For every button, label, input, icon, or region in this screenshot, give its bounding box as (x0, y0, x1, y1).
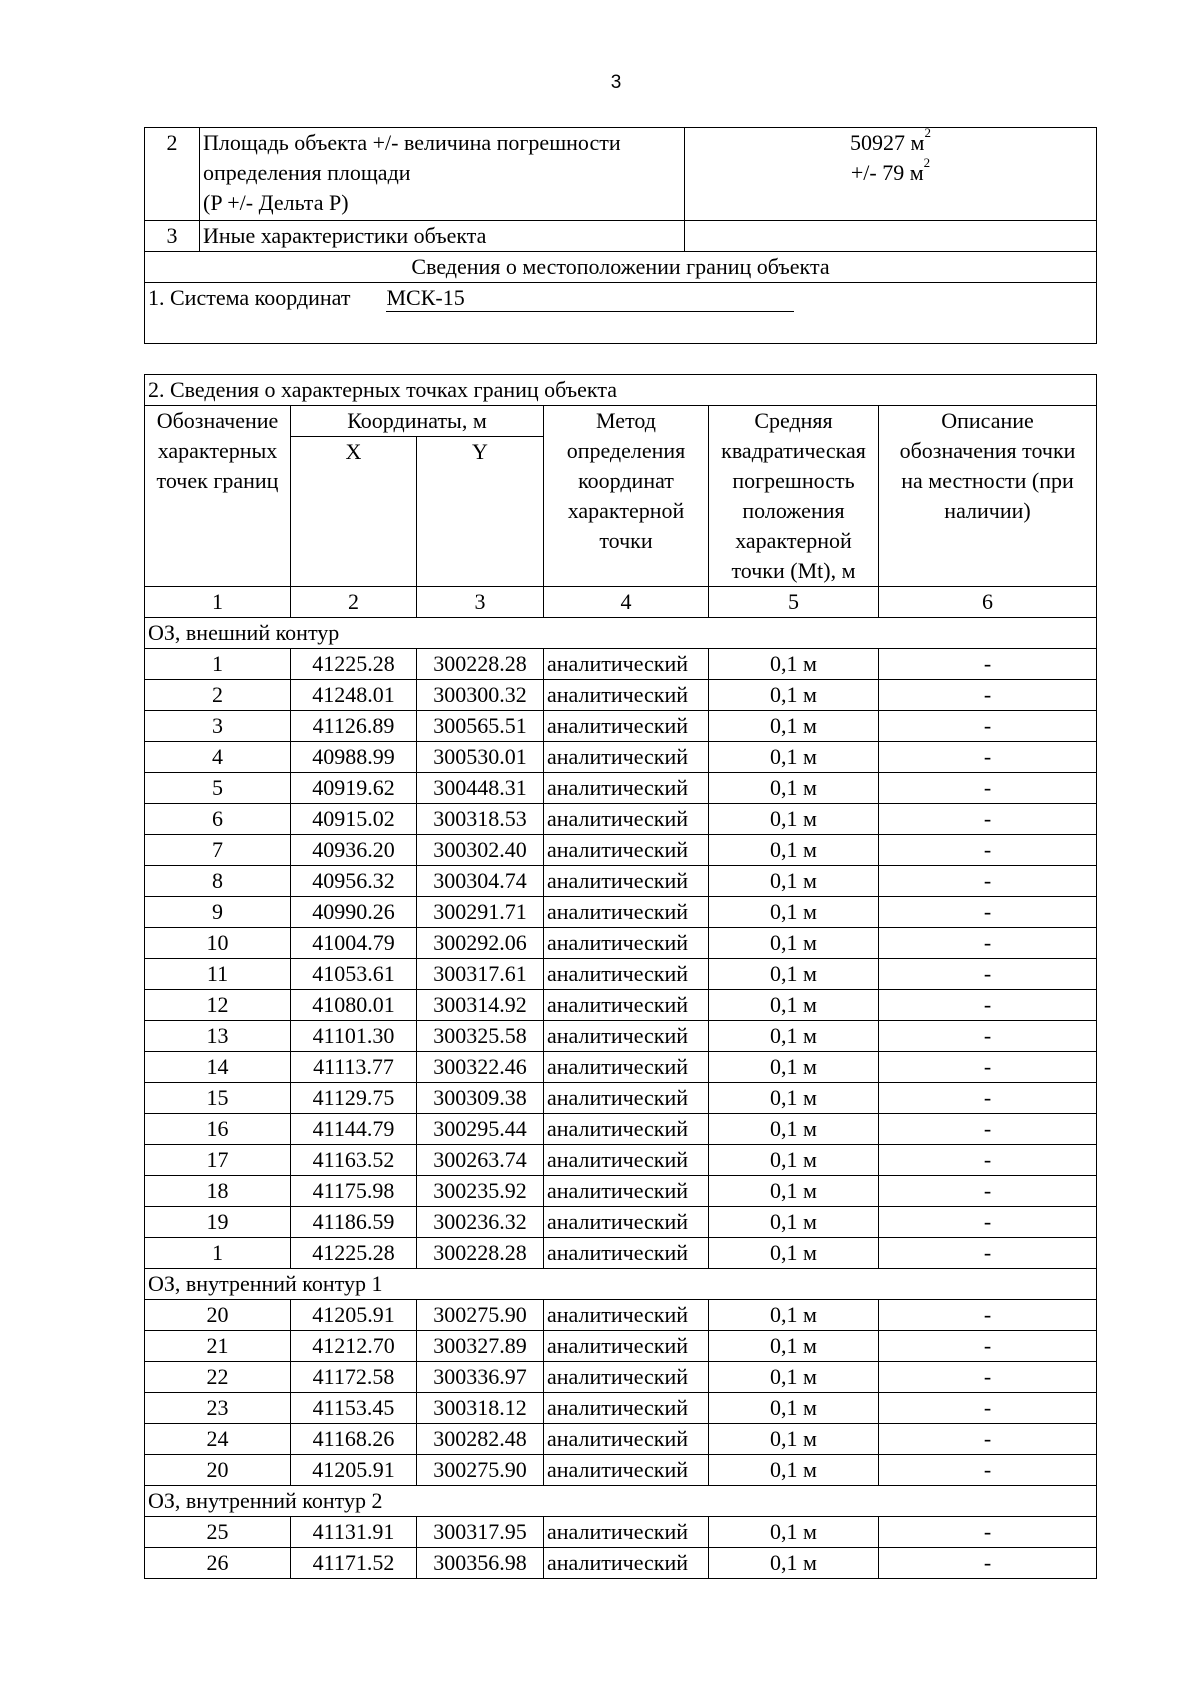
coordinate-system-label: 1. Система координат (148, 285, 351, 310)
point-description: - (879, 1548, 1097, 1579)
point-x: 41129.75 (291, 1083, 417, 1114)
point-row (145, 1362, 1097, 1393)
point-description: - (879, 1393, 1097, 1424)
point-row (145, 1238, 1097, 1269)
contour-title-row (145, 1486, 1097, 1517)
characteristic-name-line: Площадь объекта +/- величина погрешности (203, 130, 621, 155)
point-row (145, 928, 1097, 959)
description-header: Описание обозначения точки на местности (при наличии) (879, 406, 1097, 587)
point-x: 41171.52 (291, 1548, 417, 1579)
point-row (145, 1548, 1097, 1579)
method-header: Метод определения координат характерной точки (544, 406, 709, 587)
contour-title: ОЗ, внутренний контур 1 (145, 1269, 1097, 1300)
point-error: 0,1 м (709, 1083, 879, 1114)
point-error: 0,1 м (709, 835, 879, 866)
point-y: 300530.01 (417, 742, 544, 773)
x-header: X (291, 437, 417, 587)
point-designation: 22 (145, 1362, 291, 1393)
point-error: 0,1 м (709, 680, 879, 711)
point-method: аналитический (544, 1393, 709, 1424)
area-error: +/- 79 $м^2$ (850, 155, 931, 185)
point-x: 41004.79 (291, 928, 417, 959)
point-x: 41248.01 (291, 680, 417, 711)
point-error: 0,1 м (709, 990, 879, 1021)
point-row (145, 742, 1097, 773)
point-description: - (879, 1207, 1097, 1238)
point-row (145, 1021, 1097, 1052)
point-description: - (879, 1300, 1097, 1331)
point-designation: 20 (145, 1300, 291, 1331)
point-y: 300309.38 (417, 1083, 544, 1114)
point-method: аналитический (544, 959, 709, 990)
point-designation: 4 (145, 742, 291, 773)
area-characteristic-name (200, 128, 685, 221)
object-characteristics-table (144, 127, 1097, 344)
point-error: 0,1 м (709, 1238, 879, 1269)
point-description: - (879, 742, 1097, 773)
other-characteristics-row (145, 221, 1097, 252)
characteristic-name: Иные характеристики объекта (200, 221, 685, 252)
point-method: аналитический (544, 1176, 709, 1207)
point-method: аналитический (544, 680, 709, 711)
point-description: - (879, 1424, 1097, 1455)
point-x: 41101.30 (291, 1021, 417, 1052)
point-designation: 7 (145, 835, 291, 866)
point-designation: 24 (145, 1424, 291, 1455)
point-row (145, 1083, 1097, 1114)
point-description: - (879, 1362, 1097, 1393)
point-description: - (879, 1114, 1097, 1145)
point-row (145, 1176, 1097, 1207)
characteristic-name-line: (P +/- Дельта P) (203, 190, 349, 215)
point-y: 300317.95 (417, 1517, 544, 1548)
point-row (145, 835, 1097, 866)
point-error: 0,1 м (709, 1331, 879, 1362)
point-method: аналитический (544, 866, 709, 897)
point-x: 41113.77 (291, 1052, 417, 1083)
point-x: 40919.62 (291, 773, 417, 804)
point-designation: 20 (145, 1455, 291, 1486)
point-designation: 25 (145, 1517, 291, 1548)
point-method: аналитический (544, 1331, 709, 1362)
point-y: 300325.58 (417, 1021, 544, 1052)
point-error: 0,1 м (709, 866, 879, 897)
column-number: 1 (145, 587, 291, 618)
point-row (145, 1114, 1097, 1145)
area-row (145, 128, 1097, 221)
point-description: - (879, 804, 1097, 835)
point-method: аналитический (544, 1455, 709, 1486)
coordinate-system-value: МСК-15 (386, 284, 794, 312)
point-y: 300291.71 (417, 897, 544, 928)
point-method: аналитический (544, 1207, 709, 1238)
point-method: аналитический (544, 742, 709, 773)
point-x: 41175.98 (291, 1176, 417, 1207)
point-method: аналитический (544, 773, 709, 804)
point-row (145, 680, 1097, 711)
point-method: аналитический (544, 1114, 709, 1145)
point-y: 300318.53 (417, 804, 544, 835)
point-method: аналитический (544, 804, 709, 835)
point-error: 0,1 м (709, 928, 879, 959)
coordinate-system-row (145, 283, 1097, 344)
point-designation: 5 (145, 773, 291, 804)
point-description: - (879, 1052, 1097, 1083)
point-x: 40988.99 (291, 742, 417, 773)
section-title-row (145, 252, 1097, 283)
point-x: 41163.52 (291, 1145, 417, 1176)
point-description: - (879, 1238, 1097, 1269)
page-number: 3 (610, 72, 622, 93)
points-section-title: 2. Сведения о характерных точках границ объекта (145, 375, 1097, 406)
point-y: 300302.40 (417, 835, 544, 866)
point-designation: 21 (145, 1331, 291, 1362)
point-designation: 26 (145, 1548, 291, 1579)
header-row-1 (145, 406, 1097, 437)
point-x: 41144.79 (291, 1114, 417, 1145)
boundary-points-table (144, 374, 1097, 1579)
area-value: 50927 $м^2$ (685, 128, 1096, 158)
point-row (145, 1517, 1097, 1548)
point-designation: 17 (145, 1145, 291, 1176)
point-method: аналитический (544, 897, 709, 928)
point-y: 300336.97 (417, 1362, 544, 1393)
point-method: аналитический (544, 649, 709, 680)
point-y: 300292.06 (417, 928, 544, 959)
point-y: 300275.90 (417, 1300, 544, 1331)
point-description: - (879, 1517, 1097, 1548)
point-method: аналитический (544, 1083, 709, 1114)
point-row (145, 649, 1097, 680)
point-x: 41186.59 (291, 1207, 417, 1238)
location-section-title: Сведения о местоположении границ объекта (145, 252, 1097, 283)
point-method: аналитический (544, 1238, 709, 1269)
point-x: 41080.01 (291, 990, 417, 1021)
point-description: - (879, 928, 1097, 959)
point-method: аналитический (544, 1362, 709, 1393)
point-method: аналитический (544, 1424, 709, 1455)
point-error: 0,1 м (709, 1176, 879, 1207)
point-method: аналитический (544, 928, 709, 959)
unit-superscript: 2 (924, 127, 931, 140)
point-row (145, 897, 1097, 928)
point-method: аналитический (544, 1548, 709, 1579)
point-error: 0,1 м (709, 1455, 879, 1486)
point-description: - (879, 773, 1097, 804)
point-y: 300228.28 (417, 649, 544, 680)
point-x: 41205.91 (291, 1300, 417, 1331)
point-designation: 13 (145, 1021, 291, 1052)
point-y: 300263.74 (417, 1145, 544, 1176)
point-x: 41205.91 (291, 1455, 417, 1486)
contour-title-row (145, 1269, 1097, 1300)
column-number: 2 (291, 587, 417, 618)
point-method: аналитический (544, 1021, 709, 1052)
point-description: - (879, 990, 1097, 1021)
point-y: 300318.12 (417, 1393, 544, 1424)
points-body (145, 618, 1097, 1579)
point-row (145, 1052, 1097, 1083)
column-number: 6 (879, 587, 1097, 618)
point-row (145, 773, 1097, 804)
point-y: 300300.32 (417, 680, 544, 711)
point-description: - (879, 649, 1097, 680)
coordinate-system-cell (145, 283, 1097, 344)
error-header: Средняя квадратическая погрешность положения характерной точки (Mt), м (709, 406, 879, 587)
point-description: - (879, 1176, 1097, 1207)
point-designation: 11 (145, 959, 291, 990)
contour-title: ОЗ, внешний контур (145, 618, 1097, 649)
point-designation: 23 (145, 1393, 291, 1424)
point-error: 0,1 м (709, 897, 879, 928)
point-x: 40990.26 (291, 897, 417, 928)
point-y: 300235.92 (417, 1176, 544, 1207)
point-row (145, 990, 1097, 1021)
point-description: - (879, 1021, 1097, 1052)
point-error: 0,1 м (709, 1548, 879, 1579)
unit-superscript: 2 (923, 155, 931, 170)
coordinates-header: Координаты, м (291, 406, 544, 437)
point-designation: 9 (145, 897, 291, 928)
designation-header: Обозначение характерных точек границ (145, 406, 291, 587)
point-row (145, 804, 1097, 835)
point-description: - (879, 680, 1097, 711)
point-row (145, 1145, 1097, 1176)
point-error: 0,1 м (709, 773, 879, 804)
point-designation: 2 (145, 680, 291, 711)
column-numbers-row (145, 587, 1097, 618)
point-x: 41053.61 (291, 959, 417, 990)
point-description: - (879, 711, 1097, 742)
point-row (145, 959, 1097, 990)
point-description: - (879, 835, 1097, 866)
point-method: аналитический (544, 1145, 709, 1176)
point-designation: 3 (145, 711, 291, 742)
point-y: 300295.44 (417, 1114, 544, 1145)
point-row (145, 1455, 1097, 1486)
point-x: 41153.45 (291, 1393, 417, 1424)
point-x: 40956.32 (291, 866, 417, 897)
point-y: 300275.90 (417, 1455, 544, 1486)
point-row (145, 1424, 1097, 1455)
point-designation: 6 (145, 804, 291, 835)
point-designation: 10 (145, 928, 291, 959)
point-y: 300448.31 (417, 773, 544, 804)
point-description: - (879, 1331, 1097, 1362)
point-error: 0,1 м (709, 959, 879, 990)
point-row (145, 1300, 1097, 1331)
point-x: 41126.89 (291, 711, 417, 742)
point-error: 0,1 м (709, 742, 879, 773)
point-designation: 8 (145, 866, 291, 897)
point-row (145, 1393, 1097, 1424)
point-description: - (879, 1083, 1097, 1114)
point-y: 300282.48 (417, 1424, 544, 1455)
column-number: 4 (544, 587, 709, 618)
contour-title: ОЗ, внутренний контур 2 (145, 1486, 1097, 1517)
point-description: - (879, 1455, 1097, 1486)
point-description: - (879, 959, 1097, 990)
row-number: 3 (145, 221, 200, 252)
point-x: 41212.70 (291, 1331, 417, 1362)
point-y: 300322.46 (417, 1052, 544, 1083)
point-y: 300317.61 (417, 959, 544, 990)
point-designation: 16 (145, 1114, 291, 1145)
point-y: 300228.28 (417, 1238, 544, 1269)
point-method: аналитический (544, 1052, 709, 1083)
point-y: 300356.98 (417, 1548, 544, 1579)
point-y: 300236.32 (417, 1207, 544, 1238)
point-y: 300327.89 (417, 1331, 544, 1362)
point-method: аналитический (544, 990, 709, 1021)
point-y: 300304.74 (417, 866, 544, 897)
point-x: 40936.20 (291, 835, 417, 866)
point-x: 41168.26 (291, 1424, 417, 1455)
characteristic-name-line: определения площади (203, 160, 411, 185)
point-error: 0,1 м (709, 1362, 879, 1393)
column-number: 5 (709, 587, 879, 618)
point-error: 0,1 м (709, 1145, 879, 1176)
point-designation: 12 (145, 990, 291, 1021)
point-x: 41225.28 (291, 1238, 417, 1269)
point-designation: 14 (145, 1052, 291, 1083)
point-y: 300565.51 (417, 711, 544, 742)
point-method: аналитический (544, 1300, 709, 1331)
point-y: 300314.92 (417, 990, 544, 1021)
point-designation: 1 (145, 1238, 291, 1269)
point-row (145, 1207, 1097, 1238)
point-error: 0,1 м (709, 1424, 879, 1455)
point-description: - (879, 866, 1097, 897)
point-designation: 18 (145, 1176, 291, 1207)
contour-title-row (145, 618, 1097, 649)
point-x: 40915.02 (291, 804, 417, 835)
point-row (145, 866, 1097, 897)
point-error: 0,1 м (709, 1517, 879, 1548)
point-designation: 1 (145, 649, 291, 680)
point-error: 0,1 м (709, 804, 879, 835)
point-row (145, 1331, 1097, 1362)
point-error: 0,1 м (709, 1300, 879, 1331)
point-error: 0,1 м (709, 1393, 879, 1424)
point-x: 41131.91 (291, 1517, 417, 1548)
points-section-title-row (145, 375, 1097, 406)
point-method: аналитический (544, 711, 709, 742)
point-error: 0,1 м (709, 649, 879, 680)
point-designation: 15 (145, 1083, 291, 1114)
point-method: аналитический (544, 1517, 709, 1548)
point-error: 0,1 м (709, 1114, 879, 1145)
row-number: 2 (145, 128, 200, 221)
point-x: 41172.58 (291, 1362, 417, 1393)
y-header: Y (417, 437, 544, 587)
point-error: 0,1 м (709, 1052, 879, 1083)
point-x: 41225.28 (291, 649, 417, 680)
column-number: 3 (417, 587, 544, 618)
point-method: аналитический (544, 835, 709, 866)
point-description: - (879, 1145, 1097, 1176)
point-error: 0,1 м (709, 711, 879, 742)
point-designation: 19 (145, 1207, 291, 1238)
point-row (145, 711, 1097, 742)
point-description: - (879, 897, 1097, 928)
point-error: 0,1 м (709, 1207, 879, 1238)
point-error: 0,1 м (709, 1021, 879, 1052)
characteristic-value (685, 221, 1097, 252)
area-value-cell (685, 128, 1097, 221)
